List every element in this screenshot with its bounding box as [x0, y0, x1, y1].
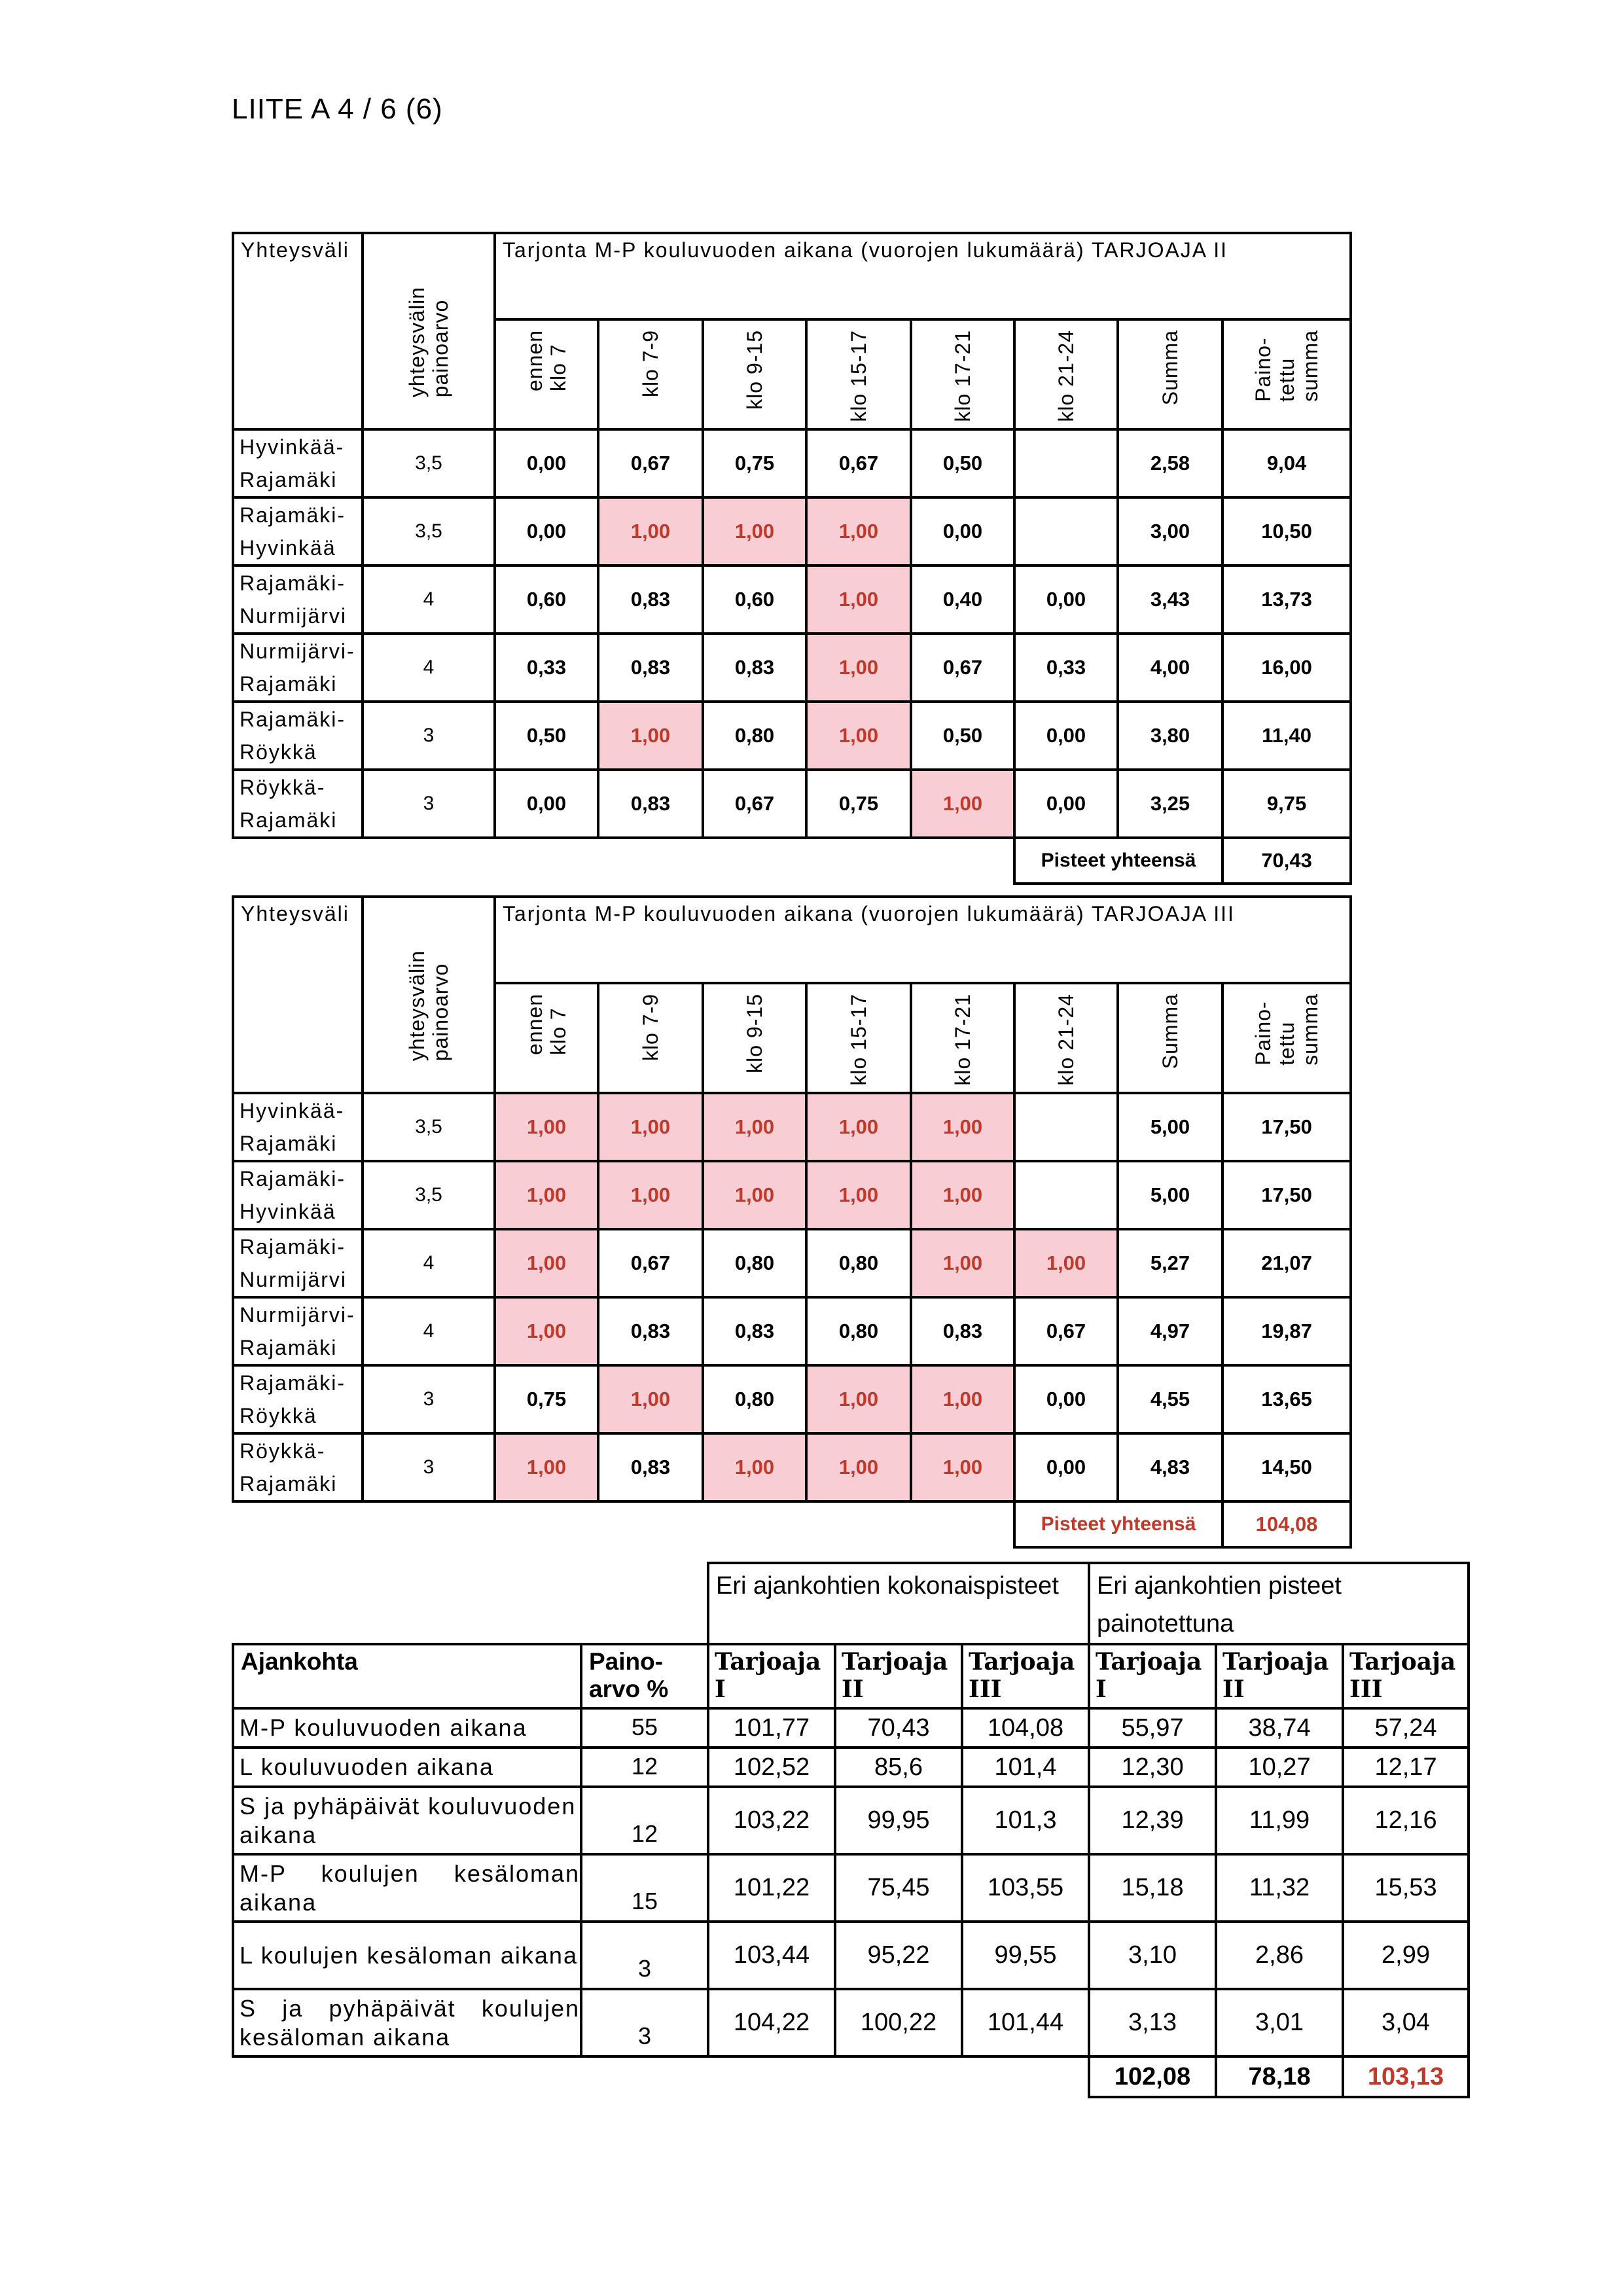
- points-cell: 12,17: [1343, 1748, 1469, 1787]
- route-name: [233, 565, 363, 634]
- column-header-text: Paino- tettu summa: [1251, 330, 1323, 402]
- points-cell: 3,13: [1089, 1989, 1216, 2056]
- value-cell: 10,50: [1222, 497, 1351, 565]
- value-cell: 4,83: [1118, 1433, 1222, 1501]
- value-cell: 9,75: [1222, 770, 1351, 838]
- header-row: [233, 233, 1351, 319]
- route-name-line2: Rajamäki: [240, 672, 338, 696]
- column-header: [1118, 983, 1222, 1093]
- route-weight: 4: [363, 1297, 495, 1365]
- route-name-line2: Rajamäki: [240, 1336, 338, 1359]
- value-cell: 0,67: [911, 634, 1014, 702]
- period-label: S ja pyhäpäivät kouluvuoden aikana: [233, 1787, 581, 1854]
- points-cell: 55,97: [1089, 1708, 1216, 1748]
- value-cell: 0,75: [703, 429, 806, 497]
- value-cell: 0,50: [495, 702, 598, 770]
- period-label: M-P kouluvuoden aikana: [233, 1708, 581, 1748]
- value-cell: 13,73: [1222, 565, 1351, 634]
- group-weighted-points: Eri ajankohtien pisteet painotettuna: [1089, 1563, 1469, 1644]
- route-weight: 3: [363, 1433, 495, 1501]
- points-cell: 101,44: [962, 1989, 1089, 2056]
- value-cell: 1,00: [806, 1093, 911, 1161]
- route-weight: 3,5: [363, 1093, 495, 1161]
- table-row: [233, 429, 1351, 497]
- points-cell: 15,53: [1343, 1854, 1469, 1922]
- table-row: [233, 1297, 1351, 1365]
- value-cell: 0,75: [806, 770, 911, 838]
- total-label: Pisteet yhteensä: [1014, 838, 1222, 884]
- points-cell: 101,3: [962, 1787, 1089, 1854]
- value-cell: 1,00: [703, 497, 806, 565]
- route-name: [233, 702, 363, 770]
- column-header: [495, 319, 598, 429]
- table-row: [233, 1365, 1351, 1433]
- value-cell: 1,00: [911, 1093, 1014, 1161]
- points-cell: 95,22: [835, 1922, 962, 1989]
- value-cell: 0,00: [1014, 770, 1118, 838]
- route-weight: 3: [363, 702, 495, 770]
- period-weight: 12: [581, 1787, 708, 1854]
- route-name-line2: Rajamäki: [240, 1132, 338, 1155]
- value-cell: 0,83: [598, 1433, 703, 1501]
- value-cell: [1014, 429, 1118, 497]
- column-header: [1222, 983, 1351, 1093]
- points-cell: 103,55: [962, 1854, 1089, 1922]
- table-row: [233, 1433, 1351, 1501]
- points-cell: 101,4: [962, 1748, 1089, 1787]
- weight-header: [363, 233, 495, 429]
- value-cell: 5,00: [1118, 1093, 1222, 1161]
- value-cell: 1,00: [495, 1093, 598, 1161]
- value-cell: 1,00: [806, 497, 911, 565]
- table-row: [233, 770, 1351, 838]
- summary-row: [233, 1787, 1469, 1854]
- period-weight: 3: [581, 1922, 708, 1989]
- value-cell: 0,83: [598, 770, 703, 838]
- column-header-text: Summa: [1158, 994, 1182, 1069]
- column-header-text: klo 9-15: [743, 330, 766, 410]
- points-cell: 75,45: [835, 1854, 962, 1922]
- route-name-line2: Nurmijärvi: [240, 1268, 347, 1291]
- column-header-text: Summa: [1158, 330, 1182, 406]
- points-cell: 99,95: [835, 1787, 962, 1854]
- header-row: [233, 897, 1351, 983]
- value-cell: 0,67: [598, 1229, 703, 1297]
- points-cell: 2,86: [1216, 1922, 1343, 1989]
- column-header: [1118, 319, 1222, 429]
- table-row: [233, 565, 1351, 634]
- value-cell: 1,00: [806, 1433, 911, 1501]
- group-total-points: Eri ajankohtien kokonaispisteet: [708, 1563, 1089, 1644]
- route-name-line2: Rajamäki: [240, 1472, 338, 1496]
- points-cell: 102,52: [708, 1748, 835, 1787]
- column-header-text: klo 9-15: [743, 994, 766, 1073]
- table-row: [233, 1229, 1351, 1297]
- route-name: [233, 429, 363, 497]
- points-cell: 3,04: [1343, 1989, 1469, 2056]
- total-label: Pisteet yhteensä: [1014, 1501, 1222, 1547]
- points-cell: 38,74: [1216, 1708, 1343, 1748]
- points-cell: 101,77: [708, 1708, 835, 1748]
- total-value: 70,43: [1222, 838, 1351, 884]
- route-name-line1: Rajamäki-: [240, 571, 346, 595]
- column-header: [495, 983, 598, 1093]
- offer-header: Tarjoaja III: [962, 1644, 1089, 1708]
- table-title: Tarjonta M-P kouluvuoden aikana (vuorojen lukumäärä) TARJOAJA III: [495, 897, 1351, 983]
- value-cell: 1,00: [911, 1365, 1014, 1433]
- column-header: [911, 319, 1014, 429]
- summary-row: [233, 1922, 1469, 1989]
- table-row: [233, 1161, 1351, 1229]
- value-cell: 0,80: [806, 1229, 911, 1297]
- route-weight: 3,5: [363, 429, 495, 497]
- value-cell: 0,83: [703, 1297, 806, 1365]
- points-cell: 100,22: [835, 1989, 962, 2056]
- column-header: [1222, 319, 1351, 429]
- value-cell: 4,00: [1118, 634, 1222, 702]
- period-weight: 12: [581, 1748, 708, 1787]
- value-cell: 0,67: [1014, 1297, 1118, 1365]
- points-cell: 103,44: [708, 1922, 835, 1989]
- blank-cell: [233, 1501, 1014, 1547]
- value-cell: 1,00: [703, 1161, 806, 1229]
- value-cell: 1,00: [495, 1297, 598, 1365]
- value-cell: 0,83: [598, 634, 703, 702]
- route-name-line1: Nurmijärvi-: [240, 639, 355, 663]
- route-name-line1: Röykkä-: [240, 1439, 326, 1463]
- table-row: [233, 497, 1351, 565]
- blank-cell: [233, 2056, 1089, 2097]
- weighted-total: 78,18: [1216, 2056, 1343, 2097]
- column-header: [911, 983, 1014, 1093]
- weight-header: [363, 897, 495, 1093]
- value-cell: 9,04: [1222, 429, 1351, 497]
- value-cell: 11,40: [1222, 702, 1351, 770]
- route-name: [233, 634, 363, 702]
- column-header-text: klo 15-17: [847, 994, 870, 1086]
- weighted-total: 103,13: [1343, 2056, 1469, 2097]
- blank-cell: [233, 1563, 708, 1644]
- value-cell: 4,55: [1118, 1365, 1222, 1433]
- value-cell: 4,97: [1118, 1297, 1222, 1365]
- route-weight: 3: [363, 770, 495, 838]
- value-cell: 1,00: [806, 565, 911, 634]
- points-cell: 11,99: [1216, 1787, 1343, 1854]
- value-cell: 0,67: [703, 770, 806, 838]
- column-header-text: ennen klo 7: [523, 330, 570, 391]
- value-cell: 0,80: [703, 1229, 806, 1297]
- value-cell: 1,00: [598, 702, 703, 770]
- route-name-line2: Hyvinkää: [240, 1200, 336, 1223]
- value-cell: 0,60: [703, 565, 806, 634]
- group-header-row: [233, 1563, 1469, 1644]
- points-cell: 11,32: [1216, 1854, 1343, 1922]
- value-cell: 0,00: [1014, 1433, 1118, 1501]
- value-cell: 1,00: [911, 1161, 1014, 1229]
- period-header: Ajankohta: [233, 1644, 581, 1708]
- period-weight: 3: [581, 1989, 708, 2056]
- column-header-text: Paino- tettu summa: [1251, 994, 1323, 1066]
- value-cell: 13,65: [1222, 1365, 1351, 1433]
- summary-header-row: [233, 1644, 1469, 1708]
- route-name-line1: Rajamäki-: [240, 503, 346, 527]
- summary-row: [233, 1989, 1469, 2056]
- route-name-line1: Rajamäki-: [240, 708, 346, 731]
- value-cell: 1,00: [598, 1093, 703, 1161]
- period-weight: 15: [581, 1854, 708, 1922]
- points-cell: 101,22: [708, 1854, 835, 1922]
- period-label: L koulujen kesäloman aikana: [233, 1922, 581, 1989]
- value-cell: 0,00: [495, 497, 598, 565]
- route-name-line2: Röykkä: [240, 740, 317, 764]
- value-cell: 0,50: [911, 702, 1014, 770]
- value-cell: 5,00: [1118, 1161, 1222, 1229]
- offer-table-2: [232, 895, 1352, 1549]
- points-cell: 2,99: [1343, 1922, 1469, 1989]
- value-cell: 0,00: [1014, 702, 1118, 770]
- value-cell: 0,80: [703, 702, 806, 770]
- route-name-line1: Röykkä-: [240, 776, 326, 799]
- period-label: M-P koulujen kesäloman aikana: [233, 1854, 581, 1922]
- value-cell: 16,00: [1222, 634, 1351, 702]
- page-header: LIITE A 4 / 6 (6): [232, 93, 443, 125]
- corner-label: Yhteysväli: [233, 233, 363, 429]
- value-cell: 1,00: [598, 1365, 703, 1433]
- value-cell: 5,27: [1118, 1229, 1222, 1297]
- value-cell: 1,00: [806, 1365, 911, 1433]
- value-cell: 0,00: [495, 429, 598, 497]
- route-name: [233, 1365, 363, 1433]
- value-cell: 1,00: [1014, 1229, 1118, 1297]
- route-weight: 3: [363, 1365, 495, 1433]
- value-cell: 0,60: [495, 565, 598, 634]
- offer-header: Tarjoaja III: [1343, 1644, 1469, 1708]
- route-name-line1: Nurmijärvi-: [240, 1303, 355, 1327]
- value-cell: 1,00: [806, 1161, 911, 1229]
- value-cell: 1,00: [495, 1433, 598, 1501]
- value-cell: 0,67: [598, 429, 703, 497]
- value-cell: 17,50: [1222, 1161, 1351, 1229]
- value-cell: 1,00: [703, 1433, 806, 1501]
- value-cell: 0,33: [1014, 634, 1118, 702]
- points-cell: 12,30: [1089, 1748, 1216, 1787]
- weight-header-text: yhteysvälin painoarvo: [405, 287, 452, 398]
- route-name: [233, 497, 363, 565]
- value-cell: 1,00: [598, 497, 703, 565]
- column-header: [703, 983, 806, 1093]
- points-cell: 99,55: [962, 1922, 1089, 1989]
- weighted-total: 102,08: [1089, 2056, 1216, 2097]
- column-header-text: klo 17-21: [951, 330, 974, 422]
- route-weight: 3,5: [363, 497, 495, 565]
- value-cell: 0,83: [598, 1297, 703, 1365]
- points-cell: 12,16: [1343, 1787, 1469, 1854]
- route-name-line2: Rajamäki: [240, 468, 338, 492]
- points-cell: 57,24: [1343, 1708, 1469, 1748]
- total-row: [233, 838, 1351, 884]
- route-name-line1: Hyvinkää-: [240, 1099, 345, 1122]
- value-cell: [1014, 1093, 1118, 1161]
- route-name: [233, 1093, 363, 1161]
- value-cell: 14,50: [1222, 1433, 1351, 1501]
- points-cell: 104,22: [708, 1989, 835, 2056]
- column-header-text: klo 17-21: [951, 994, 974, 1086]
- route-weight: 3,5: [363, 1161, 495, 1229]
- column-header-text: klo 7-9: [639, 994, 662, 1062]
- route-name-line1: Rajamäki-: [240, 1235, 346, 1259]
- value-cell: 0,67: [806, 429, 911, 497]
- period-weight: 55: [581, 1708, 708, 1748]
- route-name-line2: Röykkä: [240, 1404, 317, 1427]
- value-cell: 0,00: [1014, 1365, 1118, 1433]
- points-cell: 104,08: [962, 1708, 1089, 1748]
- value-cell: 3,43: [1118, 565, 1222, 634]
- offer-header: Tarjoaja II: [1216, 1644, 1343, 1708]
- value-cell: 1,00: [495, 1161, 598, 1229]
- value-cell: 0,80: [703, 1365, 806, 1433]
- route-name: [233, 1161, 363, 1229]
- table-row: [233, 702, 1351, 770]
- weight-percent-header: Paino- arvo %: [581, 1644, 708, 1708]
- column-header: [1014, 983, 1118, 1093]
- summary-row: [233, 1748, 1469, 1787]
- value-cell: 3,25: [1118, 770, 1222, 838]
- points-cell: 15,18: [1089, 1854, 1216, 1922]
- value-cell: 0,83: [911, 1297, 1014, 1365]
- route-name-line1: Rajamäki-: [240, 1167, 346, 1191]
- route-name: [233, 1297, 363, 1365]
- column-header: [598, 983, 703, 1093]
- route-weight: 4: [363, 565, 495, 634]
- route-name-line2: Rajamäki: [240, 808, 338, 832]
- value-cell: 1,00: [911, 770, 1014, 838]
- route-name-line1: Hyvinkää-: [240, 435, 345, 459]
- column-header-text: klo 21-24: [1054, 330, 1078, 422]
- points-cell: 12,39: [1089, 1787, 1216, 1854]
- summary-row: [233, 1708, 1469, 1748]
- value-cell: 19,87: [1222, 1297, 1351, 1365]
- summary-total-row: [233, 2056, 1469, 2097]
- value-cell: 17,50: [1222, 1093, 1351, 1161]
- offer-header: Tarjoaja I: [1089, 1644, 1216, 1708]
- value-cell: 0,80: [806, 1297, 911, 1365]
- value-cell: 0,50: [911, 429, 1014, 497]
- points-cell: 10,27: [1216, 1748, 1343, 1787]
- offer-header: Tarjoaja II: [835, 1644, 962, 1708]
- value-cell: 1,00: [703, 1093, 806, 1161]
- route-name-line2: Hyvinkää: [240, 536, 336, 560]
- value-cell: 0,00: [1014, 565, 1118, 634]
- value-cell: 21,07: [1222, 1229, 1351, 1297]
- value-cell: 1,00: [598, 1161, 703, 1229]
- value-cell: 1,00: [911, 1433, 1014, 1501]
- blank-cell: [233, 838, 1014, 884]
- offer-header: Tarjoaja I: [708, 1644, 835, 1708]
- value-cell: 0,75: [495, 1365, 598, 1433]
- table-title: Tarjonta M-P kouluvuoden aikana (vuorojen lukumäärä) TARJOAJA II: [495, 233, 1351, 319]
- value-cell: 3,80: [1118, 702, 1222, 770]
- value-cell: 0,40: [911, 565, 1014, 634]
- column-header-text: klo 15-17: [847, 330, 870, 422]
- value-cell: 0,83: [598, 565, 703, 634]
- offer-table-1: [232, 232, 1352, 885]
- table-row: [233, 634, 1351, 702]
- column-header: [598, 319, 703, 429]
- column-header: [703, 319, 806, 429]
- value-cell: 0,33: [495, 634, 598, 702]
- value-cell: 1,00: [911, 1229, 1014, 1297]
- corner-label: Yhteysväli: [233, 897, 363, 1093]
- points-cell: 3,01: [1216, 1989, 1343, 2056]
- total-row: [233, 1501, 1351, 1547]
- summary-row: [233, 1854, 1469, 1922]
- route-name: [233, 1229, 363, 1297]
- total-value: 104,08: [1222, 1501, 1351, 1547]
- points-cell: 70,43: [835, 1708, 962, 1748]
- weight-header-text: yhteysvälin painoarvo: [405, 950, 452, 1062]
- route-name-line1: Rajamäki-: [240, 1371, 346, 1395]
- route-name: [233, 1433, 363, 1501]
- column-header-text: klo 21-24: [1054, 994, 1078, 1086]
- route-name-line2: Nurmijärvi: [240, 604, 347, 628]
- value-cell: 1,00: [806, 702, 911, 770]
- value-cell: 2,58: [1118, 429, 1222, 497]
- period-label: L kouluvuoden aikana: [233, 1748, 581, 1787]
- points-cell: 103,22: [708, 1787, 835, 1854]
- route-weight: 4: [363, 1229, 495, 1297]
- points-cell: 3,10: [1089, 1922, 1216, 1989]
- value-cell: 3,00: [1118, 497, 1222, 565]
- route-weight: 4: [363, 634, 495, 702]
- table-row: [233, 1093, 1351, 1161]
- value-cell: 1,00: [806, 634, 911, 702]
- column-header-text: ennen klo 7: [523, 994, 570, 1055]
- value-cell: 0,00: [495, 770, 598, 838]
- value-cell: 0,00: [911, 497, 1014, 565]
- column-header: [1014, 319, 1118, 429]
- column-header: [806, 983, 911, 1093]
- points-cell: 85,6: [835, 1748, 962, 1787]
- value-cell: 1,00: [495, 1229, 598, 1297]
- value-cell: [1014, 497, 1118, 565]
- value-cell: [1014, 1161, 1118, 1229]
- column-header: [806, 319, 911, 429]
- value-cell: 0,83: [703, 634, 806, 702]
- column-header-text: klo 7-9: [639, 330, 662, 398]
- summary-table: [232, 1562, 1470, 2098]
- route-name: [233, 770, 363, 838]
- period-label: S ja pyhäpäivät koulujen kesäloman aikana: [233, 1989, 581, 2056]
